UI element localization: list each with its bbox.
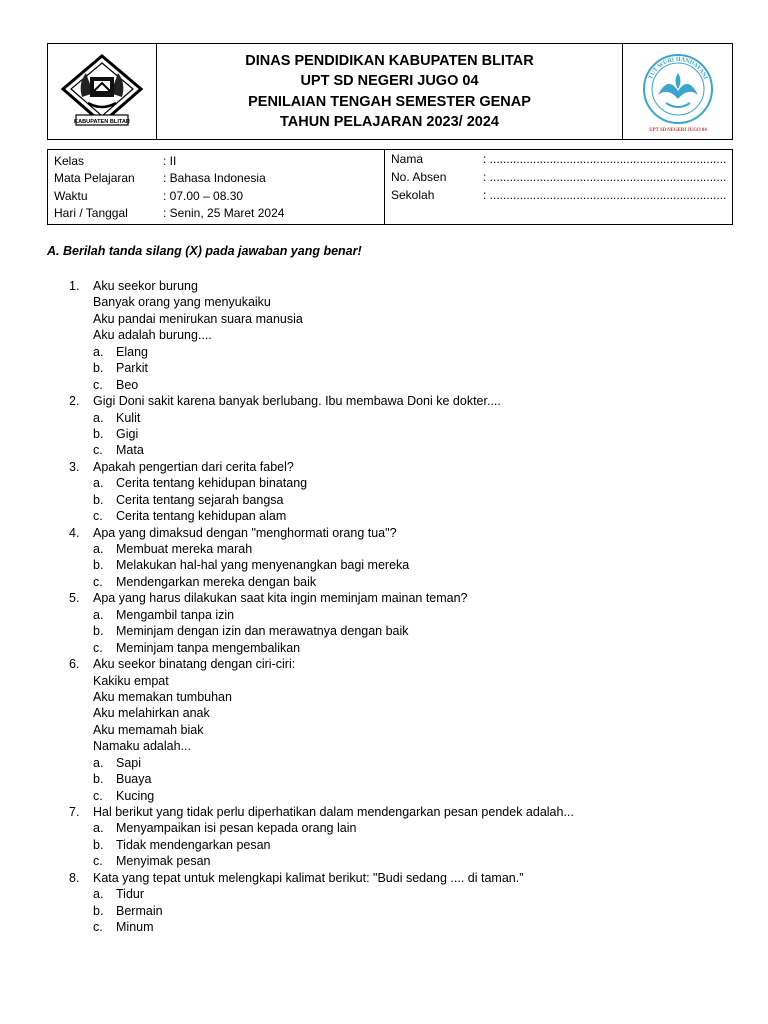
tut-wuri-handayani-logo bbox=[638, 51, 718, 133]
answer-option[interactable] bbox=[69, 607, 749, 623]
option-letter: b. bbox=[93, 558, 104, 573]
option-text: Meminjam dengan izin dan merawatnya dengan baik bbox=[116, 624, 409, 639]
question-text: Banyak orang yang menyukaiku bbox=[93, 295, 271, 310]
question-text: Aku melahirkan anak bbox=[93, 706, 210, 721]
option-letter: a. bbox=[93, 542, 104, 556]
option-letter: b. bbox=[93, 361, 104, 376]
info-label: Kelas bbox=[54, 153, 85, 168]
question-number: 6. bbox=[69, 657, 80, 672]
info-value: : 07.00 – 08.30 bbox=[163, 188, 244, 203]
question-line bbox=[69, 705, 749, 721]
info-value: : Bahasa Indonesia bbox=[163, 171, 266, 186]
info-row-absen[interactable] bbox=[391, 168, 732, 186]
option-letter: c. bbox=[93, 509, 103, 524]
option-letter: c. bbox=[93, 920, 103, 935]
info-label: Nama bbox=[391, 152, 424, 166]
info-label: No. Absen bbox=[391, 170, 447, 184]
question-number: 4. bbox=[69, 525, 80, 540]
question-text: Hal berikut yang tidak perlu diperhatikan dalam mendengarkan pesan pendek adalah... bbox=[93, 805, 574, 819]
question-text: Apa yang dimaksud dengan "menghormati orang tua"? bbox=[93, 525, 397, 540]
option-letter: a. bbox=[93, 344, 104, 359]
answer-option[interactable] bbox=[69, 377, 749, 393]
answer-option[interactable] bbox=[69, 344, 749, 360]
option-text: Cerita tentang sejarah bangsa bbox=[116, 492, 284, 507]
answer-option[interactable] bbox=[69, 360, 749, 376]
right-logo-caption: UPT SD NEGERI JUGO 04 bbox=[648, 127, 707, 133]
question-list bbox=[69, 278, 749, 936]
question-line bbox=[69, 590, 749, 606]
question-line bbox=[69, 278, 749, 294]
option-text: Kucing bbox=[116, 788, 155, 803]
option-letter: b. bbox=[93, 837, 104, 852]
option-letter: a. bbox=[93, 887, 104, 902]
name-field[interactable]: : ....................................................................... bbox=[483, 152, 727, 166]
question-number: 1. bbox=[69, 279, 80, 293]
option-text: Menyimak pesan bbox=[116, 854, 211, 869]
option-text: Kulit bbox=[116, 410, 141, 425]
option-letter: c. bbox=[93, 640, 103, 655]
option-letter: b. bbox=[93, 492, 104, 507]
question-number: 2. bbox=[69, 394, 80, 409]
question-line bbox=[69, 311, 749, 327]
question-line bbox=[69, 673, 749, 689]
kabupaten-blitar-logo bbox=[60, 53, 144, 131]
student-identity-column bbox=[385, 150, 732, 224]
option-text: Mengambil tanpa izin bbox=[116, 607, 235, 622]
right-logo-top-caption: TUT WURI HANDAYANI bbox=[647, 56, 708, 80]
answer-option[interactable] bbox=[69, 837, 749, 853]
question-text: Gigi Doni sakit karena banyak berlubang. Ibu membawa Doni ke dokter.... bbox=[93, 394, 501, 409]
option-text: Buaya bbox=[116, 772, 152, 787]
exam-info-column bbox=[48, 150, 385, 224]
answer-option[interactable] bbox=[69, 771, 749, 787]
option-text: Mendengarkan mereka dengan baik bbox=[116, 574, 317, 589]
answer-option[interactable] bbox=[69, 541, 749, 557]
question-line bbox=[69, 459, 749, 475]
info-value: : II bbox=[163, 153, 177, 168]
header-line-1: DINAS PENDIDIKAN KABUPATEN BLITAR bbox=[245, 52, 534, 69]
option-letter: b. bbox=[93, 903, 104, 918]
option-letter: a. bbox=[93, 410, 104, 425]
option-letter: c. bbox=[93, 377, 103, 392]
answer-option[interactable] bbox=[69, 426, 749, 442]
section-instruction: A. Berilah tanda silang (X) pada jawaban yang benar! bbox=[47, 244, 362, 258]
question-line bbox=[69, 294, 749, 310]
info-value: : Senin, 25 Maret 2024 bbox=[163, 206, 285, 221]
option-letter: c. bbox=[93, 854, 103, 869]
question-number: 8. bbox=[69, 870, 80, 885]
info-row-mapel bbox=[54, 170, 384, 188]
question-text: Aku memakan tumbuhan bbox=[93, 689, 232, 704]
option-text: Tidur bbox=[116, 887, 145, 902]
option-letter: b. bbox=[93, 426, 104, 441]
header-line-3: PENILAIAN TENGAH SEMESTER GENAP bbox=[248, 93, 531, 110]
question-text: Apa yang harus dilakukan saat kita ingin meminjam mainan teman? bbox=[93, 591, 468, 606]
question-line bbox=[69, 738, 749, 754]
option-letter: a. bbox=[93, 476, 104, 491]
option-letter: c. bbox=[93, 443, 103, 458]
option-letter: c. bbox=[93, 574, 103, 589]
header-title-block bbox=[157, 44, 622, 139]
option-text: Tidak mendengarkan pesan bbox=[116, 837, 271, 852]
info-label: Hari / Tanggal bbox=[54, 206, 128, 221]
option-letter: b. bbox=[93, 772, 104, 787]
info-label: Mata Pelajaran bbox=[54, 171, 135, 186]
option-letter: c. bbox=[93, 788, 103, 803]
question-text: Aku adalah burung.... bbox=[93, 328, 212, 343]
option-text: Meminjam tanpa mengembalikan bbox=[116, 640, 301, 655]
info-label: Sekolah bbox=[391, 188, 435, 202]
info-label: Waktu bbox=[54, 188, 88, 203]
question-text: Kata yang tepat untuk melengkapi kalimat berikut: "Budi sedang .... di taman.” bbox=[93, 870, 524, 885]
school-field[interactable]: : ....................................................................... bbox=[483, 188, 727, 202]
answer-option[interactable] bbox=[69, 903, 749, 919]
question-line bbox=[69, 525, 749, 541]
question-line bbox=[69, 722, 749, 738]
option-text: Mata bbox=[116, 443, 144, 458]
answer-option[interactable] bbox=[69, 820, 749, 836]
question-number: 5. bbox=[69, 591, 80, 606]
question-text: Kakiku empat bbox=[93, 673, 169, 688]
question-text: Aku seekor burung bbox=[93, 279, 198, 293]
option-text: Parkit bbox=[116, 361, 148, 376]
question-text: Namaku adalah... bbox=[93, 739, 191, 754]
option-text: Menyampaikan isi pesan kepada orang lain bbox=[116, 821, 357, 836]
exam-header bbox=[47, 43, 733, 140]
info-row-kelas bbox=[54, 152, 384, 170]
option-text: Cerita tentang kehidupan binatang bbox=[116, 476, 308, 491]
answer-option[interactable] bbox=[69, 886, 749, 902]
option-letter: a. bbox=[93, 607, 104, 622]
question-text: Aku memamah biak bbox=[93, 722, 204, 737]
option-letter: a. bbox=[93, 821, 104, 836]
option-letter: b. bbox=[93, 624, 104, 639]
question-line bbox=[69, 393, 749, 409]
option-text: Melakukan hal-hal yang menyenangkan bagi mereka bbox=[116, 558, 410, 573]
question-text: Apakah pengertian dari cerita fabel? bbox=[93, 459, 294, 474]
answer-option[interactable] bbox=[69, 853, 749, 869]
question-number: 7. bbox=[69, 805, 80, 819]
left-logo-caption: KABUPATEN BLITAR bbox=[74, 118, 130, 125]
info-row-waktu bbox=[54, 187, 384, 205]
question-line bbox=[69, 689, 749, 705]
question-text: Aku seekor binatang dengan ciri-ciri: bbox=[93, 657, 296, 672]
question-line bbox=[69, 656, 749, 672]
question-line bbox=[69, 870, 749, 886]
question-number: 3. bbox=[69, 459, 80, 474]
answer-option[interactable] bbox=[69, 442, 749, 458]
answer-option[interactable] bbox=[69, 623, 749, 639]
answer-option[interactable] bbox=[69, 410, 749, 426]
answer-option[interactable] bbox=[69, 919, 749, 935]
option-text: Minum bbox=[116, 920, 154, 935]
answer-option[interactable] bbox=[69, 574, 749, 590]
option-text: Sapi bbox=[116, 755, 142, 770]
option-letter: a. bbox=[93, 755, 104, 770]
option-text: Bermain bbox=[116, 903, 163, 918]
answer-option[interactable] bbox=[69, 640, 749, 656]
option-text: Gigi bbox=[116, 426, 139, 441]
question-line bbox=[69, 804, 749, 820]
answer-option[interactable] bbox=[69, 508, 749, 524]
header-line-2: UPT SD NEGERI JUGO 04 bbox=[300, 73, 479, 89]
right-logo-cell bbox=[622, 44, 732, 139]
option-text: Membuat mereka marah bbox=[116, 542, 253, 556]
answer-option[interactable] bbox=[69, 788, 749, 804]
answer-option[interactable] bbox=[69, 755, 749, 771]
question-line bbox=[69, 327, 749, 343]
question-text: Aku pandai menirukan suara manusia bbox=[93, 311, 303, 326]
answer-option[interactable] bbox=[69, 557, 749, 573]
absen-field[interactable]: : ....................................................................... bbox=[483, 170, 727, 184]
option-text: Cerita tentang kehidupan alam bbox=[116, 509, 287, 524]
option-text: Beo bbox=[116, 377, 139, 392]
student-info-table bbox=[47, 149, 733, 225]
info-row-sekolah[interactable] bbox=[391, 186, 732, 204]
left-logo-cell bbox=[48, 44, 157, 139]
answer-option[interactable] bbox=[69, 475, 749, 491]
info-row-nama[interactable] bbox=[391, 150, 732, 168]
header-line-4: TAHUN PELAJARAN 2023/ 2024 bbox=[280, 114, 499, 130]
option-text: Elang bbox=[116, 344, 148, 359]
answer-option[interactable] bbox=[69, 492, 749, 508]
info-row-tanggal bbox=[54, 205, 384, 223]
